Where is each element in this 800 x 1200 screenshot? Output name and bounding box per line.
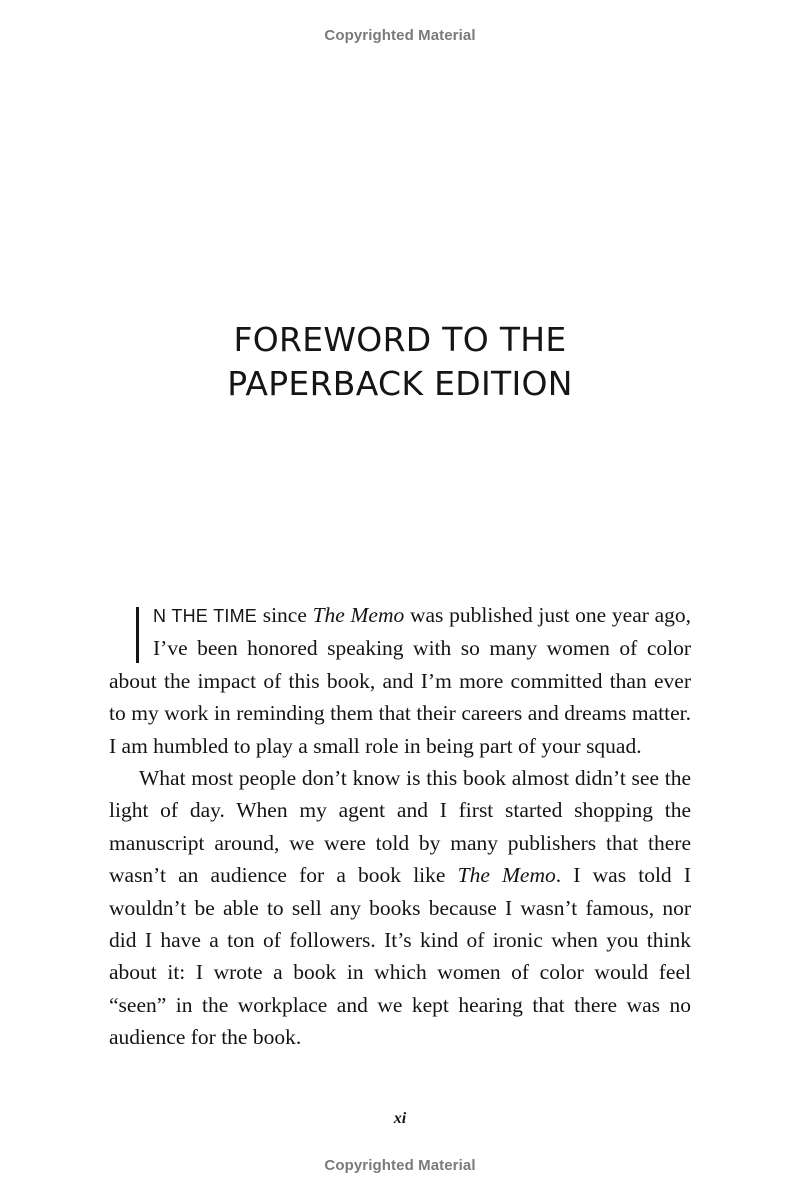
paragraph-1: [109, 599, 691, 762]
chapter-title-line-1: FOREWORD TO THE: [233, 320, 567, 359]
paragraph-2-text-a: What most people don’t know is this book almost didn’t see the light of day. When my agent and I first started shopping the manuscript around, we were told by many publishers that there wasn’t an audience for a book like: [109, 766, 691, 888]
paragraph-2: [109, 762, 691, 1054]
book-title-italic: The Memo: [312, 603, 405, 627]
chapter-title: [0, 318, 800, 406]
paragraph-2-text-b: . I was told I wouldn’t be able to sell any books because I wasn’t famous, nor did I have a ton of followers. It’s kind of ironic when you think about it: I wrote a book in which women of color would feel “seen” in the workplace and we kept hearing that there was no audience for the book.: [109, 863, 691, 1050]
book-title-italic: The Memo: [457, 863, 556, 888]
copyright-watermark-top: Copyrighted Material: [324, 27, 476, 44]
copyright-watermark-bottom: Copyrighted Material: [324, 1157, 476, 1174]
paragraph-1-text-b: was published just one year ago, I’ve been honored speaking with so many women of color about the impact of this book, and I’m more committed than ever to my work in reminding them that their careers and dreams matter. I am humbled to play a small role in being part of your squad.: [109, 603, 692, 758]
page-number: xi: [393, 1110, 407, 1127]
drop-cap-i: [136, 607, 139, 663]
paragraph-1-lead-in: N THE TIME: [153, 606, 257, 626]
paragraph-1-text-a: since: [257, 603, 313, 627]
body-text: [109, 599, 691, 1054]
chapter-title-line-2: PAPERBACK EDITION: [227, 364, 573, 403]
